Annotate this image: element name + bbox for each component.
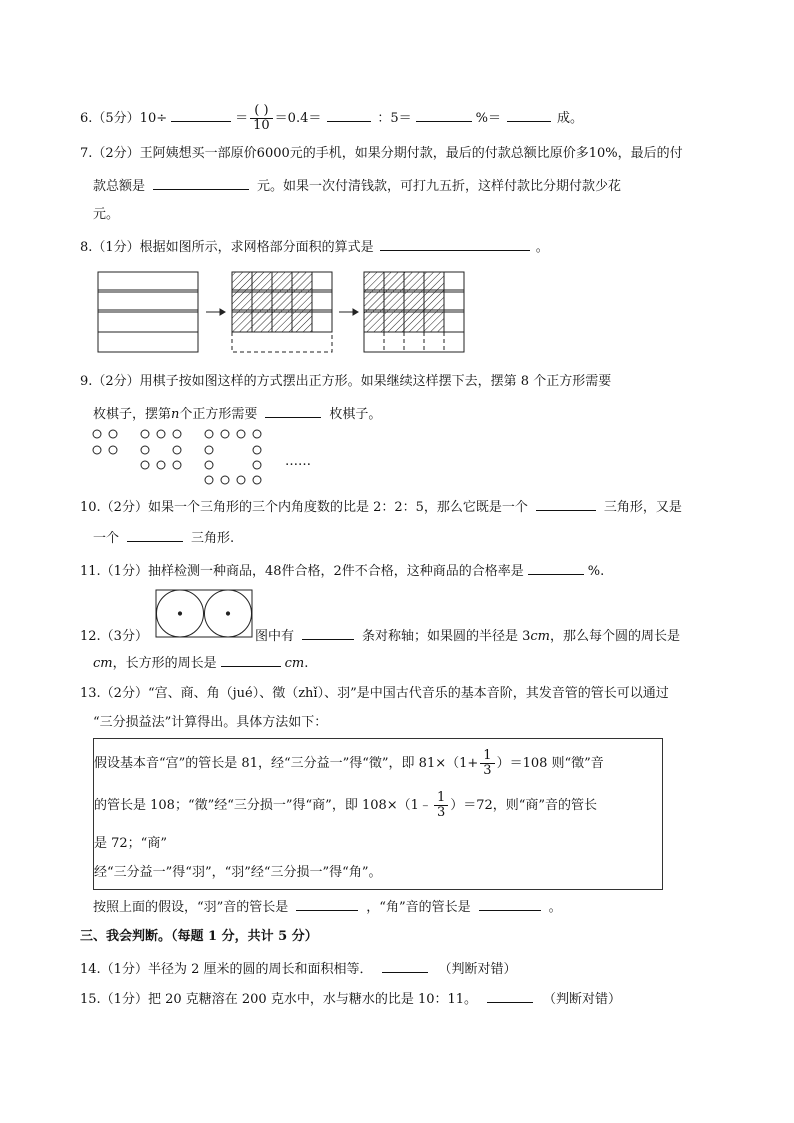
q6-blank-2[interactable] [327, 107, 371, 122]
q6-suffix: 成。 [557, 111, 584, 126]
q8-text: 8.（1分）根据如图所示，求网格部分面积的算式是 [80, 240, 374, 255]
q9-square-3 [205, 430, 261, 484]
q10-line2-a: 一个 [93, 531, 120, 546]
question-11 [80, 560, 604, 582]
q15-blank[interactable] [487, 988, 533, 1003]
q13-box-line-1 [94, 749, 604, 778]
q7-line2-a: 款总额是 [93, 179, 146, 194]
question-12-line-2 [93, 652, 308, 674]
q13-box-line-4: 经“三分益一”得“羽”，“羽”经“三分损一”得“角”。 [94, 865, 382, 880]
q14-text: 14.（1分）半径为 2 厘米的圆的周长和面积相等． [80, 962, 373, 977]
question-14 [80, 958, 517, 980]
q13-after-b: ，“角”音的管长是 [366, 900, 471, 915]
q10-blank-2[interactable] [127, 527, 183, 542]
q7-line-1: 7.（2分）王阿姨想买一部原价6000元的手机，如果分期付款，最后的付款总额比原价多10%，最后的付 [80, 146, 683, 161]
q9-line-1: 9.（2分）用棋子按如图这样的方式摆出正方形。如果继续这样摆下去，摆第 8 个正方形需要 [80, 374, 612, 389]
q13-after-end: 。 [548, 900, 562, 915]
q8-figure-2 [232, 272, 332, 352]
q10-line1-b: 三角形，又是 [603, 500, 682, 515]
q13-frac1-den: 3 [483, 763, 492, 778]
q14-blank[interactable] [382, 958, 428, 973]
q9-var-n: n [171, 407, 180, 422]
q9-line2-b: 个正方形需要 [179, 407, 258, 422]
q10-blank-1[interactable] [536, 496, 596, 511]
q12-line2-a: ，长方形的周长是 [112, 656, 217, 671]
q13-box-line-3: 是 72；“商” [94, 836, 167, 851]
q13-frac-2 [434, 791, 448, 820]
q10-line1-a: 10.（2分）如果一个三角形的三个内角度数的比是 2：2：5，那么它既是一个 [80, 500, 528, 515]
question-15 [80, 988, 621, 1010]
question-9-line-2 [93, 403, 381, 425]
q9-square-2 [141, 430, 181, 469]
question-13-answer-line [93, 896, 562, 918]
q6-blank-1[interactable] [171, 107, 231, 122]
q6-frac-den: 10 [253, 118, 270, 133]
q15-text: 15.（1分）把 20 克糖溶在 200 克水中，水与糖水的比是 10：11。 [80, 992, 478, 1007]
q9-chess-pieces-figure [92, 428, 282, 488]
q9-line2-c: 枚棋子。 [329, 407, 382, 422]
q12-line2-cm: cm [93, 656, 113, 671]
q11-text: 11.（1分）抽样检测一种商品，48件合格，2件不合格，这种商品的合格率是 [80, 564, 524, 579]
q13-box-line-2 [94, 791, 597, 820]
q12-blank-1[interactable] [302, 625, 354, 640]
q9-square-1 [93, 430, 117, 454]
question-12-line-1 [80, 625, 680, 647]
section-3-heading: 三、我会判断。（每题 1 分，共计 5 分） [80, 929, 318, 944]
q7-blank-1[interactable] [153, 175, 249, 190]
q13-box2-a: 的管长是 108；“徵”经“三分损一”得“商”，即 108×（1﹣ [94, 798, 432, 813]
q13-line-2: “三分损益法”计算得出。具体方法如下： [93, 715, 328, 730]
q8-diagram [96, 270, 471, 355]
q13-after-a: 按照上面的假设，“羽”音的管长是 [93, 900, 289, 915]
q6-colon5: ：5＝ [377, 111, 412, 126]
q9-ellipsis: …… [285, 454, 311, 469]
q14-end: （判断对错） [438, 962, 517, 977]
q13-line-1: 13.（2分）“宫、商、角（jué）、徵（zhǐ）、羽”是中国古代音乐的基本音阶，其发音管的管长可以通过 [80, 686, 669, 701]
q9-blank[interactable] [265, 403, 321, 418]
q11-blank[interactable] [528, 560, 584, 575]
q12-line2-cm2: cm [284, 656, 305, 671]
q13-blank-2[interactable] [479, 896, 541, 911]
question-8 [80, 236, 549, 258]
q13-frac1-num: 1 [480, 749, 494, 764]
q7-line2-b: 元。如果一次付清钱款，可打九五折，这样付款比分期付款少花 [257, 179, 622, 194]
q8-figure-3 [364, 272, 464, 352]
q6-prefix: 6.（5分）10÷ [80, 111, 168, 126]
arrow-right-icon [206, 309, 225, 315]
q8-end: 。 [535, 240, 549, 255]
q12-a: 图中有 [254, 629, 294, 644]
q15-end: （判断对错） [543, 992, 622, 1007]
q13-frac2-num: 1 [434, 791, 448, 806]
q10-line2-b: 三角形. [191, 531, 235, 546]
q13-method-box [93, 738, 663, 890]
q13-blank-1[interactable] [296, 896, 358, 911]
q6-frac-num[interactable]: ( ) [250, 104, 273, 119]
q7-line-3: 元。 [93, 207, 120, 222]
q13-box1-b: ）＝108 则“徵”音 [496, 756, 604, 771]
q6-eq1: ＝ [235, 111, 249, 126]
q8-blank[interactable] [380, 236, 530, 251]
q13-box2-b: ）＝72，则“商”音的管长 [450, 798, 598, 813]
q6-blank-3[interactable] [416, 107, 472, 122]
q12-cm-1: cm [530, 629, 550, 644]
question-6 [80, 104, 583, 133]
q12-b: 条对称轴；如果圆的半径是 3 [361, 629, 531, 644]
q6-eq2: ＝0.4＝ [274, 111, 322, 126]
q12-blank-2[interactable] [221, 652, 281, 667]
question-10-line-1 [80, 496, 682, 518]
q11-end: %. [587, 564, 605, 579]
q8-figure-1 [98, 272, 198, 352]
arrow-right-icon [339, 309, 358, 315]
question-7-line-2 [93, 175, 621, 197]
q12-line2-end: . [304, 656, 309, 671]
q6-blank-4[interactable] [507, 107, 551, 122]
q13-frac2-den: 3 [436, 805, 446, 820]
q12-c: ，那么每个圆的周长是 [549, 629, 680, 644]
q13-frac-1 [480, 749, 494, 778]
q6-fraction [250, 104, 273, 133]
q13-box1-a: 假设基本音“宫”的管长是 81，经“三分益一”得“徵”，即 81×（1+ [94, 756, 479, 771]
q12-prefix: 12.（3分） [80, 629, 148, 644]
q9-line2-a: 枚棋子，摆第 [93, 407, 172, 422]
question-10-line-2 [93, 527, 234, 549]
q6-pct-eq: %＝ [475, 111, 501, 126]
